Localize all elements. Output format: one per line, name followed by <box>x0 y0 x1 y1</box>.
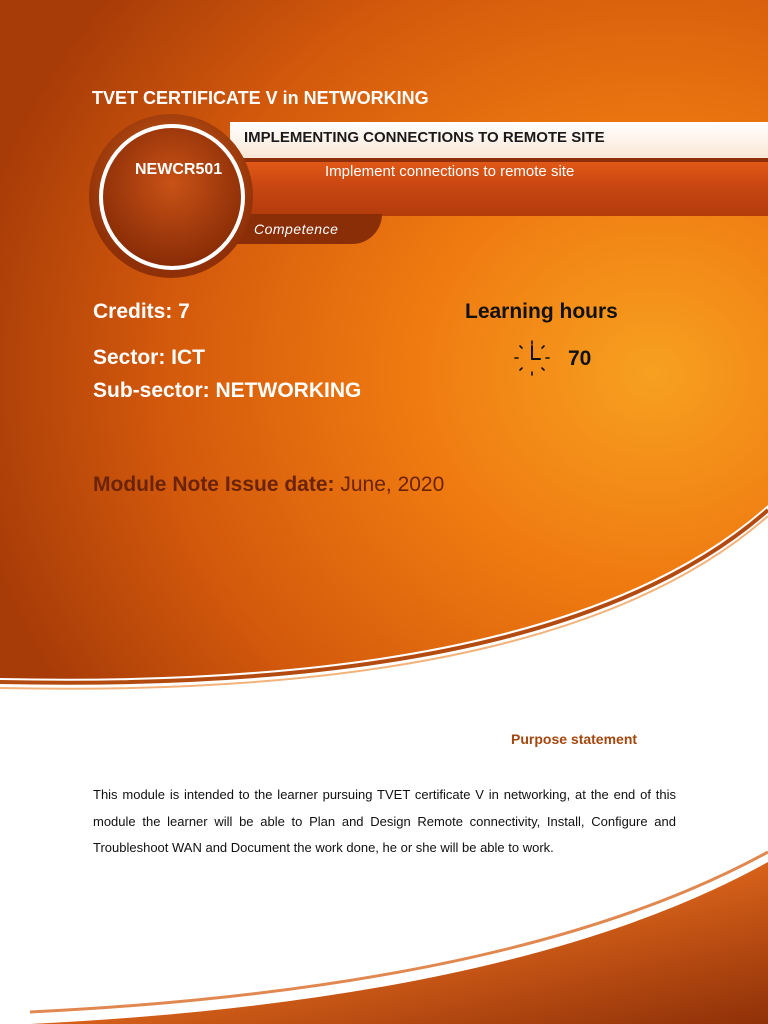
issue-date-label: Module Note Issue date: <box>93 473 335 496</box>
issue-date-value: June, 2020 <box>334 473 445 496</box>
module-code: NEWCR501 <box>135 161 223 178</box>
credits: Credits: 7 <box>93 300 190 323</box>
module-heading: IMPLEMENTING CONNECTIONS TO REMOTE SITE <box>244 129 605 146</box>
sector: Sector: ICT <box>93 346 206 369</box>
learning-hours-value: 70 <box>568 347 592 370</box>
purpose-text: This module is intended to the learner pursuing TVET certificate V in networking, at the end of this module the learner will be able to Plan and Design Remote connectivity, Install, Configure and Troubleshoot WAN and Document the work done, he or she will be able to work. <box>93 787 676 855</box>
learning-hours-label: Learning hours <box>465 300 618 323</box>
purpose-title: Purpose statement <box>511 731 638 747</box>
competence-label: Competence <box>254 221 339 237</box>
module-badge-ring <box>99 124 245 270</box>
band-divider <box>160 158 768 162</box>
module-subtitle: Implement connections to remote site <box>325 163 575 180</box>
issue-date <box>93 473 444 497</box>
clock-icon <box>512 338 552 378</box>
certificate-title: TVET CERTIFICATE V in NETWORKING <box>92 88 429 108</box>
subsector: Sub-sector: NETWORKING <box>93 379 362 402</box>
